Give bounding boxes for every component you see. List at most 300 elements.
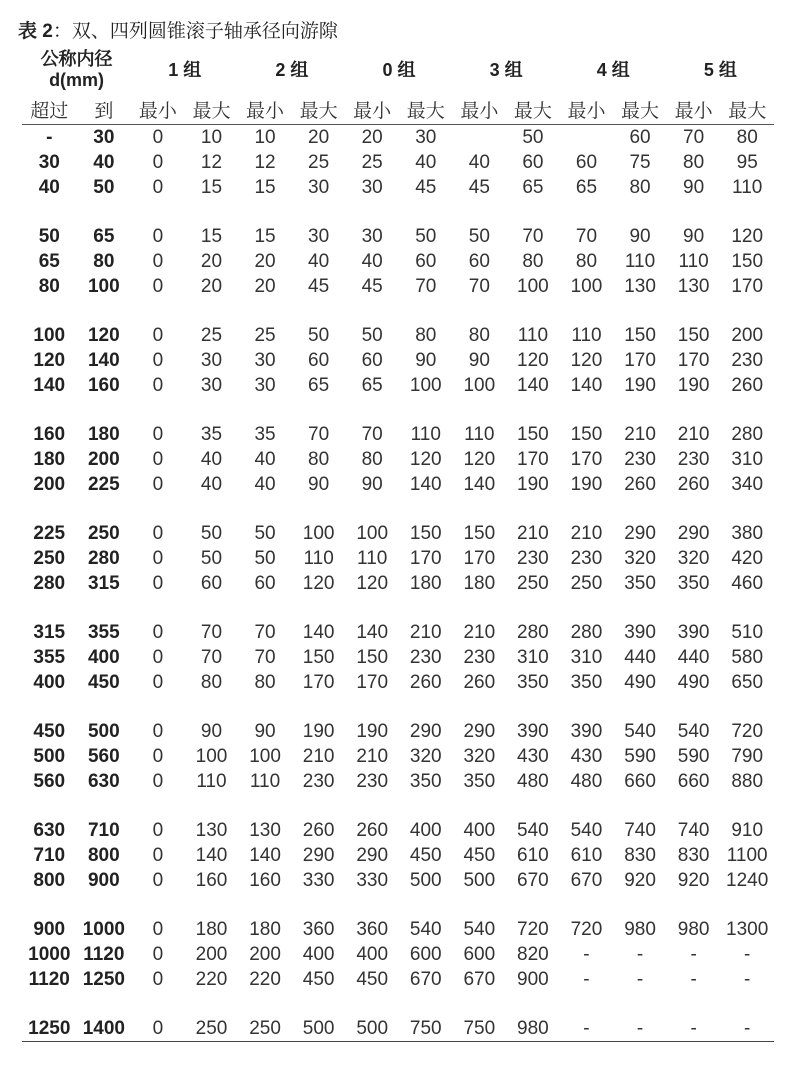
group-header-2: 2 组 bbox=[275, 59, 309, 80]
min-value-cell: 490 bbox=[677, 672, 710, 693]
bore-to-cell: 560 bbox=[87, 746, 120, 767]
min-value-cell: 30 bbox=[254, 350, 276, 371]
min-value-cell: 110 bbox=[571, 325, 602, 346]
bore-over-cell: - bbox=[46, 127, 53, 148]
min-value-cell: 60 bbox=[575, 152, 598, 173]
min-value-cell: 40 bbox=[468, 152, 490, 173]
min-value-cell: 90 bbox=[683, 226, 705, 247]
min-value-cell: 0 bbox=[152, 325, 164, 346]
bore-over-cell: 800 bbox=[33, 870, 66, 891]
min-value-cell: 920 bbox=[677, 870, 710, 891]
bore-to-cell: 180 bbox=[87, 424, 120, 445]
min-value-cell: 290 bbox=[463, 721, 496, 742]
max-value-cell: 90 bbox=[308, 474, 330, 495]
table-row bbox=[22, 546, 774, 571]
table-row bbox=[22, 620, 774, 645]
max-value-cell: 340 bbox=[731, 474, 764, 495]
group-header-4: 4 组 bbox=[596, 59, 630, 80]
max-value-cell: 500 bbox=[409, 870, 442, 891]
max-value-cell: 150 bbox=[302, 647, 335, 668]
max-value-cell: 45 bbox=[415, 177, 437, 198]
bore-to-cell: 65 bbox=[93, 226, 115, 247]
table-row bbox=[22, 645, 774, 670]
group-spacer bbox=[22, 695, 774, 719]
max-value-cell: 210 bbox=[624, 424, 656, 445]
max-value-cell: 1300 bbox=[726, 919, 769, 940]
max-value-cell: 390 bbox=[517, 721, 549, 742]
max-value-cell: 720 bbox=[517, 919, 549, 940]
spacer-cell bbox=[22, 398, 774, 422]
min-value-cell: 190 bbox=[356, 721, 389, 742]
min-value-cell: - bbox=[560, 1016, 614, 1042]
max-value-cell: 60 bbox=[308, 350, 330, 371]
min-value-cell: 540 bbox=[570, 820, 603, 841]
max-value-cell: 70 bbox=[200, 622, 223, 643]
bore-to-cell: 1000 bbox=[82, 919, 125, 940]
spacer-cell bbox=[22, 299, 774, 323]
to-header: 到 bbox=[77, 95, 132, 125]
max-value-cell: 140 bbox=[409, 474, 442, 495]
min-value-cell: 390 bbox=[570, 721, 603, 742]
min-header: 最小 bbox=[453, 95, 507, 125]
min-value-cell: 0 bbox=[152, 672, 164, 693]
table-row bbox=[22, 373, 774, 398]
bore-over-cell: 80 bbox=[38, 276, 60, 297]
max-value-cell: 750 bbox=[399, 1016, 453, 1042]
bore-over-cell: 1000 bbox=[28, 944, 71, 965]
min-value-cell: 160 bbox=[249, 870, 281, 891]
min-value-cell: 450 bbox=[463, 845, 496, 866]
bore-to-cell: 140 bbox=[87, 350, 120, 371]
min-value-cell: 70 bbox=[575, 226, 598, 247]
bore-to-cell: 30 bbox=[93, 127, 115, 148]
table-row bbox=[22, 472, 774, 497]
group-header-0: 0 组 bbox=[382, 59, 416, 80]
max-value-cell: 670 bbox=[409, 969, 442, 990]
max-value-cell: 20 bbox=[200, 251, 223, 272]
min-value-cell: - bbox=[583, 944, 590, 965]
min-value-cell: 500 bbox=[345, 1016, 399, 1042]
table-row bbox=[22, 274, 774, 299]
min-value-cell: 980 bbox=[677, 919, 710, 940]
min-value-cell: 400 bbox=[463, 820, 496, 841]
min-value-cell: 0 bbox=[152, 152, 164, 173]
max-value-cell: 50 bbox=[522, 127, 544, 148]
bore-over-cell: 225 bbox=[33, 523, 66, 544]
table-caption bbox=[18, 16, 338, 43]
min-value-cell: 100 bbox=[570, 276, 603, 297]
max-value-cell: 310 bbox=[517, 647, 549, 668]
min-value-cell: 830 bbox=[677, 845, 710, 866]
min-value-cell: 0 bbox=[152, 919, 164, 940]
min-value-cell bbox=[453, 125, 507, 151]
bore-to-cell: 710 bbox=[87, 820, 120, 841]
max-value-cell: 230 bbox=[731, 350, 764, 371]
bore-over-cell: 280 bbox=[33, 573, 66, 594]
max-value-cell: 45 bbox=[308, 276, 330, 297]
min-value-cell: 150 bbox=[356, 647, 389, 668]
table-row bbox=[22, 967, 774, 992]
bore-to-cell: 315 bbox=[87, 573, 120, 594]
group-header-1: 1 组 bbox=[168, 59, 202, 80]
max-header: 最大 bbox=[185, 95, 239, 125]
min-value-cell: 100 bbox=[356, 523, 389, 544]
bore-over-cell: 315 bbox=[33, 622, 66, 643]
max-value-cell: 920 bbox=[624, 870, 656, 891]
min-value-cell: 30 bbox=[361, 226, 383, 247]
bore-to-cell: 1120 bbox=[83, 944, 125, 965]
min-value-cell: 120 bbox=[356, 573, 389, 594]
max-value-cell: - bbox=[613, 1016, 667, 1042]
min-value-cell: 430 bbox=[570, 746, 603, 767]
max-header: 最大 bbox=[613, 95, 667, 125]
min-value-cell: 50 bbox=[468, 226, 490, 247]
max-value-cell: 210 bbox=[302, 746, 335, 767]
bore-to-cell: 500 bbox=[87, 721, 120, 742]
min-value-cell: 220 bbox=[249, 969, 281, 990]
bore-to-cell: 80 bbox=[93, 251, 115, 272]
bore-over-cell: 1250 bbox=[22, 1016, 77, 1042]
min-value-cell: 230 bbox=[463, 647, 496, 668]
table-row bbox=[22, 348, 774, 373]
max-value-cell: 100 bbox=[195, 746, 228, 767]
min-value-cell: 0 bbox=[152, 276, 164, 297]
min-value-cell: 0 bbox=[152, 746, 164, 767]
min-value-cell: 350 bbox=[463, 771, 496, 792]
min-value-cell: 0 bbox=[152, 523, 164, 544]
max-value-cell: 230 bbox=[517, 548, 549, 569]
min-value-cell: 110 bbox=[249, 771, 281, 792]
max-value-cell: 12 bbox=[200, 152, 223, 173]
max-value-cell: 50 bbox=[200, 523, 223, 544]
max-value-cell: 230 bbox=[624, 449, 656, 470]
min-header: 最小 bbox=[345, 95, 399, 125]
max-value-cell: 110 bbox=[410, 424, 441, 445]
max-value-cell: 830 bbox=[624, 845, 656, 866]
min-value-cell: 480 bbox=[570, 771, 603, 792]
max-value-cell: 180 bbox=[409, 573, 442, 594]
min-value-cell: 740 bbox=[677, 820, 710, 841]
min-value-cell: 100 bbox=[249, 746, 281, 767]
min-value-cell: 540 bbox=[677, 721, 710, 742]
table-title: 双、四列圆锥滚子轴承径向游隙 bbox=[71, 21, 338, 42]
max-value-cell: 120 bbox=[409, 449, 442, 470]
table-row bbox=[22, 323, 774, 348]
min-value-cell: 170 bbox=[677, 350, 710, 371]
over-header: 超过 bbox=[22, 95, 77, 125]
group-header-3: 3 组 bbox=[489, 59, 523, 80]
max-value-cell: 110 bbox=[303, 548, 334, 569]
max-value-cell: 250 bbox=[185, 1016, 239, 1042]
max-value-cell: 350 bbox=[624, 573, 656, 594]
min-value-cell: 0 bbox=[152, 424, 164, 445]
max-value-cell: 130 bbox=[195, 820, 228, 841]
min-value-cell: 70 bbox=[468, 276, 490, 297]
bore-over-cell: 710 bbox=[33, 845, 66, 866]
max-value-cell: 20 bbox=[308, 127, 330, 148]
bore-over-cell: 355 bbox=[33, 647, 66, 668]
max-value-cell: 980 bbox=[506, 1016, 560, 1042]
max-value-cell: 1100 bbox=[726, 845, 768, 866]
min-value-cell: - bbox=[667, 1016, 721, 1042]
min-value-cell: 200 bbox=[249, 944, 281, 965]
min-value-cell: 660 bbox=[677, 771, 710, 792]
bore-over-cell: 1120 bbox=[28, 969, 70, 990]
min-value-cell: 10 bbox=[254, 127, 276, 148]
min-value-cell: 20 bbox=[361, 127, 383, 148]
max-value-cell: 880 bbox=[731, 771, 764, 792]
bore-header-line1: 公称内径 bbox=[40, 48, 113, 69]
max-value-cell: 120 bbox=[302, 573, 335, 594]
min-value-cell: 120 bbox=[463, 449, 496, 470]
max-value-cell: 280 bbox=[731, 424, 764, 445]
min-value-cell: 40 bbox=[254, 474, 276, 495]
max-value-cell: 90 bbox=[200, 721, 223, 742]
min-value-cell: 310 bbox=[570, 647, 603, 668]
max-value-cell: 260 bbox=[409, 672, 442, 693]
max-value-cell: 310 bbox=[731, 449, 764, 470]
max-value-cell: 480 bbox=[517, 771, 549, 792]
min-value-cell: 45 bbox=[468, 177, 490, 198]
bore-to-cell: 100 bbox=[87, 276, 120, 297]
max-value-cell: 130 bbox=[624, 276, 656, 297]
max-value-cell: 100 bbox=[517, 276, 549, 297]
min-value-cell: 70 bbox=[254, 622, 276, 643]
max-value-cell: 110 bbox=[624, 251, 656, 272]
max-value-cell: 740 bbox=[624, 820, 656, 841]
min-value-cell: 0 bbox=[152, 573, 164, 594]
table-number: 表 2 bbox=[18, 21, 53, 42]
max-value-cell: 100 bbox=[409, 375, 442, 396]
table-row bbox=[22, 917, 774, 942]
max-value-cell: 510 bbox=[731, 622, 764, 643]
min-value-cell: 80 bbox=[254, 672, 276, 693]
bore-to-cell: 50 bbox=[93, 177, 115, 198]
bore-over-cell: 250 bbox=[33, 548, 66, 569]
max-value-cell: 360 bbox=[302, 919, 335, 940]
max-value-cell: 190 bbox=[624, 375, 656, 396]
max-value-cell: 25 bbox=[200, 325, 223, 346]
min-value-cell: 500 bbox=[463, 870, 496, 891]
table-row bbox=[22, 224, 774, 249]
max-value-cell: 350 bbox=[517, 672, 549, 693]
max-value-cell: 70 bbox=[308, 424, 330, 445]
max-value-cell: 1240 bbox=[726, 870, 769, 891]
min-value-cell: 360 bbox=[356, 919, 389, 940]
max-value-cell: 600 bbox=[409, 944, 442, 965]
group-header-5: 5 组 bbox=[703, 59, 737, 80]
min-value-cell: 0 bbox=[152, 969, 164, 990]
table-row bbox=[22, 744, 774, 769]
min-value-cell: 0 bbox=[152, 771, 164, 792]
max-value-cell: 190 bbox=[517, 474, 549, 495]
max-value-cell: 80 bbox=[522, 251, 544, 272]
max-value-cell: 25 bbox=[308, 152, 330, 173]
min-value-cell: 320 bbox=[463, 746, 496, 767]
max-value-cell: 110 bbox=[196, 771, 227, 792]
table-row bbox=[22, 521, 774, 546]
max-value-cell: 210 bbox=[517, 523, 549, 544]
min-value-cell: 40 bbox=[361, 251, 383, 272]
bore-over-cell: 200 bbox=[33, 474, 66, 495]
max-value-cell: 50 bbox=[200, 548, 223, 569]
max-value-cell: 40 bbox=[415, 152, 437, 173]
max-value-cell: 420 bbox=[731, 548, 764, 569]
bore-to-cell: 400 bbox=[87, 647, 120, 668]
max-value-cell: 60 bbox=[200, 573, 223, 594]
max-value-cell: 500 bbox=[292, 1016, 346, 1042]
max-value-cell: 80 bbox=[629, 177, 651, 198]
table-row bbox=[22, 769, 774, 794]
bore-to-cell: 200 bbox=[87, 449, 120, 470]
bore-header-line2: d(mm) bbox=[49, 69, 105, 90]
max-value-cell: 170 bbox=[517, 449, 549, 470]
max-value-cell: 160 bbox=[195, 870, 228, 891]
max-value-cell: 440 bbox=[624, 647, 656, 668]
table-row bbox=[22, 1016, 774, 1042]
max-value-cell: 50 bbox=[308, 325, 330, 346]
table-body bbox=[22, 125, 774, 1042]
max-value-cell: 140 bbox=[517, 375, 549, 396]
min-value-cell: 330 bbox=[356, 870, 389, 891]
max-value-cell: 650 bbox=[731, 672, 764, 693]
min-value-cell: 190 bbox=[570, 474, 603, 495]
min-value-cell: 0 bbox=[152, 375, 164, 396]
group-spacer bbox=[22, 992, 774, 1016]
bore-to-cell: 630 bbox=[87, 771, 120, 792]
min-value-cell: 90 bbox=[254, 721, 276, 742]
min-value-cell: 65 bbox=[575, 177, 598, 198]
min-value-cell: 90 bbox=[683, 177, 705, 198]
max-value-cell: 30 bbox=[415, 127, 437, 148]
min-value-cell: 140 bbox=[249, 845, 281, 866]
min-value-cell: 110 bbox=[678, 251, 709, 272]
max-value-cell: 15 bbox=[200, 226, 223, 247]
min-value-cell: 610 bbox=[570, 845, 603, 866]
table-row bbox=[22, 719, 774, 744]
max-value-cell: 120 bbox=[731, 226, 764, 247]
min-header: 最小 bbox=[667, 95, 721, 125]
max-value-cell: 180 bbox=[195, 919, 228, 940]
max-value-cell: 900 bbox=[517, 969, 549, 990]
spacer-cell bbox=[22, 596, 774, 620]
max-value-cell: 80 bbox=[736, 127, 758, 148]
max-value-cell: 170 bbox=[302, 672, 335, 693]
max-value-cell: 200 bbox=[195, 944, 228, 965]
min-value-cell: 50 bbox=[254, 548, 276, 569]
min-value-cell: 140 bbox=[570, 375, 603, 396]
group-spacer bbox=[22, 596, 774, 620]
bore-over-cell: 30 bbox=[38, 152, 60, 173]
max-value-cell: 610 bbox=[517, 845, 549, 866]
min-value-cell: 0 bbox=[152, 548, 164, 569]
min-value-cell: 210 bbox=[677, 424, 710, 445]
max-value-cell: 260 bbox=[302, 820, 335, 841]
spacer-cell bbox=[22, 794, 774, 818]
min-value-cell: 670 bbox=[570, 870, 603, 891]
table-row bbox=[22, 249, 774, 274]
bore-over-cell: 500 bbox=[33, 746, 66, 767]
min-value-cell: 150 bbox=[677, 325, 710, 346]
min-value-cell: 170 bbox=[356, 672, 389, 693]
max-value-cell: 200 bbox=[731, 325, 764, 346]
table-row bbox=[22, 818, 774, 843]
max-value-cell: 40 bbox=[200, 449, 223, 470]
max-value-cell: 190 bbox=[302, 721, 335, 742]
max-value-cell: 40 bbox=[200, 474, 223, 495]
min-value-cell: 350 bbox=[570, 672, 603, 693]
min-value-cell: 70 bbox=[683, 127, 705, 148]
table-row bbox=[22, 447, 774, 472]
bore-to-cell: 800 bbox=[87, 845, 120, 866]
max-value-cell: 110 bbox=[732, 177, 763, 198]
max-value-cell: 210 bbox=[409, 622, 442, 643]
min-value-cell: 140 bbox=[356, 622, 389, 643]
min-value-cell: 750 bbox=[453, 1016, 507, 1042]
min-value-cell: 80 bbox=[575, 251, 598, 272]
min-value-cell: 0 bbox=[152, 721, 164, 742]
table-row bbox=[22, 571, 774, 596]
spacer-cell bbox=[22, 695, 774, 719]
max-value-cell: 400 bbox=[302, 944, 335, 965]
max-value-cell: 90 bbox=[415, 350, 437, 371]
min-value-cell: 25 bbox=[361, 152, 383, 173]
max-value-cell: 30 bbox=[308, 226, 330, 247]
min-value-cell: 70 bbox=[361, 424, 383, 445]
max-value-cell: 220 bbox=[195, 969, 228, 990]
spacer-cell bbox=[22, 893, 774, 917]
max-value-cell: - bbox=[744, 944, 751, 965]
max-value-cell: 450 bbox=[409, 845, 442, 866]
max-value-cell: 170 bbox=[731, 276, 764, 297]
min-value-cell: 250 bbox=[238, 1016, 292, 1042]
min-value-cell: 90 bbox=[361, 474, 383, 495]
table-row bbox=[22, 868, 774, 893]
group-header-row bbox=[22, 44, 774, 95]
min-value-cell: 80 bbox=[361, 449, 383, 470]
min-value-cell: 350 bbox=[677, 573, 710, 594]
min-value-cell: 440 bbox=[677, 647, 710, 668]
max-value-cell: 140 bbox=[195, 845, 228, 866]
max-value-cell: 70 bbox=[200, 647, 223, 668]
min-value-cell: 540 bbox=[463, 919, 496, 940]
max-value-cell: 460 bbox=[731, 573, 764, 594]
max-value-cell: 70 bbox=[522, 226, 544, 247]
max-value-cell: 150 bbox=[731, 251, 764, 272]
min-value-cell: 260 bbox=[677, 474, 710, 495]
min-value-cell: 290 bbox=[356, 845, 389, 866]
max-value-cell: 400 bbox=[409, 820, 442, 841]
bore-over-cell: 180 bbox=[33, 449, 66, 470]
min-value-cell: 0 bbox=[152, 449, 164, 470]
min-value-cell: 590 bbox=[677, 746, 710, 767]
max-value-cell: 380 bbox=[731, 523, 764, 544]
min-value-cell: - bbox=[583, 969, 590, 990]
table-row bbox=[22, 175, 774, 200]
min-value-cell: 0 bbox=[152, 647, 164, 668]
bore-over-cell: 900 bbox=[33, 919, 66, 940]
bore-over-cell: 40 bbox=[38, 177, 60, 198]
max-value-cell: 230 bbox=[409, 647, 442, 668]
max-value-cell: 320 bbox=[624, 548, 656, 569]
max-value-cell: 60 bbox=[629, 127, 651, 148]
min-value-cell: 150 bbox=[570, 424, 603, 445]
bore-to-cell: 900 bbox=[87, 870, 120, 891]
max-value-cell: 660 bbox=[624, 771, 656, 792]
min-value-cell: 30 bbox=[361, 177, 383, 198]
max-value-cell: 40 bbox=[308, 251, 330, 272]
bore-over-cell: 65 bbox=[38, 251, 60, 272]
